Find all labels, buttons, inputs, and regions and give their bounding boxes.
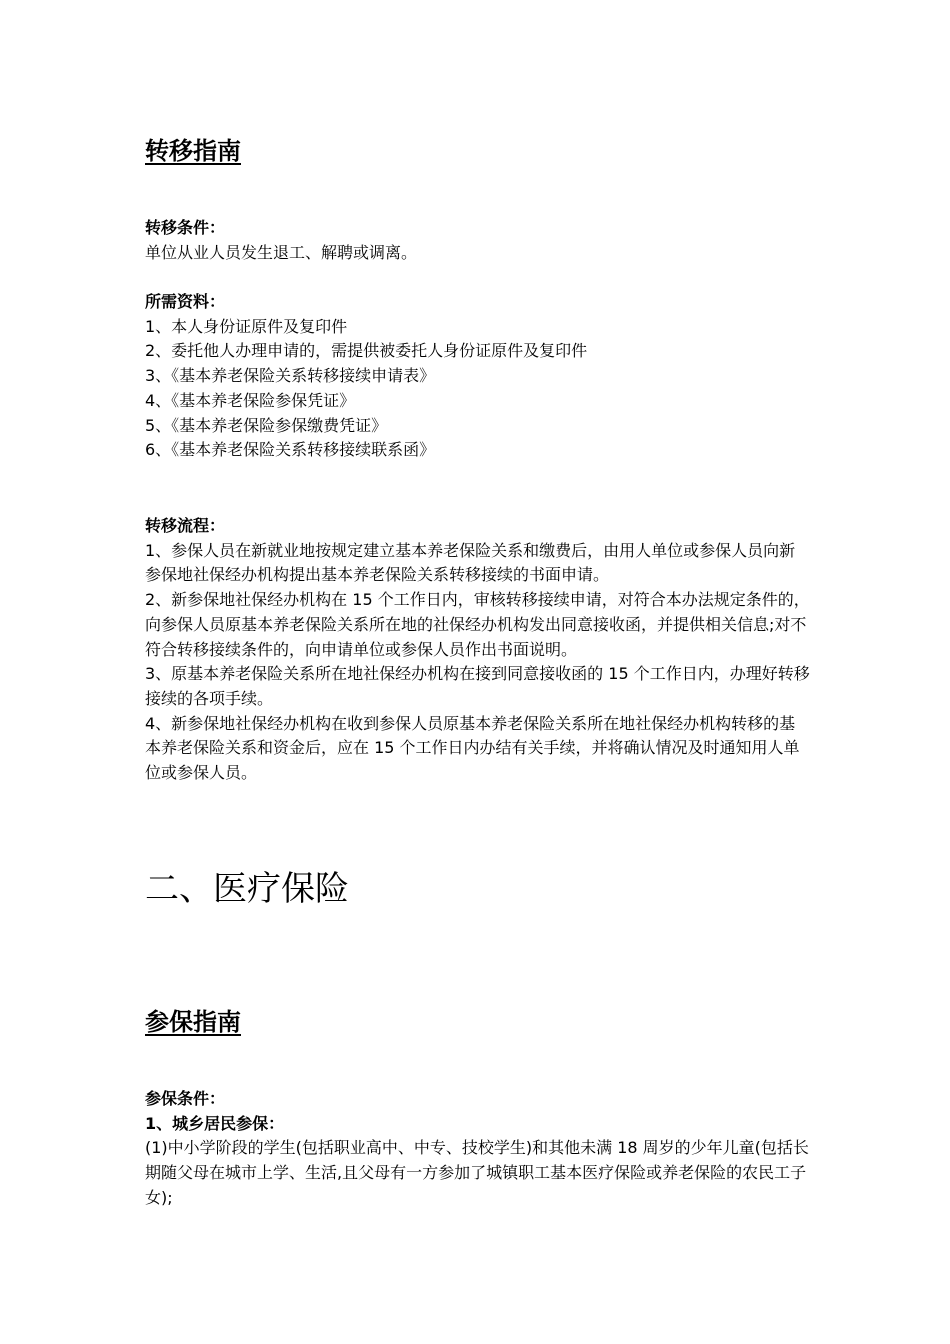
enroll-condition-item: (1)中小学阶段的学生(包括职业高中、中专、技校学生)和其他未满 18 周岁的少年儿童(包括长期随父母在城市上学、生活,且父母有一方参加了城镇职工基本医疗保险或养老保险的农民工子女); xyxy=(145,1138,809,1207)
transfer-process xyxy=(145,514,810,786)
material-item: 4、《基本养老保险参保凭证》 xyxy=(145,390,356,410)
transfer-conditions-text: 单位从业人员发生退工、解聘或调离。 xyxy=(145,242,418,262)
urban-rural-resident-label: 1、城乡居民参保： xyxy=(145,1113,285,1133)
material-item: 3、《基本养老保险关系转移接续申请表》 xyxy=(145,366,436,386)
transfer-guide-title: 转移指南 xyxy=(145,137,241,165)
material-item: 6、《基本养老保险关系转移接续联系函》 xyxy=(145,440,436,460)
process-step: 2、新参保地社保经办机构在 15 个工作日内，审核转移接续申请，对符合本办法规定条件的，向参保人员原基本养老保险关系所在地的社保经办机构发出同意接收函，并提供相关信息;对不符合转移接续条件的，向申请单位或参保人员作出书面说明。 xyxy=(145,590,810,659)
material-item: 2、委托他人办理申请的，需提供被委托人身份证原件及复印件 xyxy=(145,341,588,361)
transfer-conditions-label: 转移条件： xyxy=(145,218,226,237)
enroll-guide-title: 参保指南 xyxy=(145,1008,241,1036)
enroll-conditions xyxy=(145,1087,810,1211)
enroll-conditions-label: 参保条件： xyxy=(145,1089,226,1108)
required-materials-label: 所需资料： xyxy=(145,292,226,311)
material-item: 5、《基本养老保险参保缴费凭证》 xyxy=(145,415,388,435)
medical-insurance-heading: 二、医疗保险 xyxy=(145,869,349,909)
transfer-process-label: 转移流程： xyxy=(145,516,226,535)
process-step: 3、原基本养老保险关系所在地社保经办机构在接到同意接收函的 15 个工作日内，办理好转移接续的各项手续。 xyxy=(145,664,810,708)
process-step: 1、参保人员在新就业地按规定建立基本养老保险关系和缴费后，由用人单位或参保人员向新参保地社保经办机构提出基本养老保险关系转移接续的书面申请。 xyxy=(145,540,796,585)
required-materials xyxy=(145,290,810,463)
process-step: 4、新参保地社保经办机构在收到参保人员原基本养老保险关系所在地社保经办机构转移的基本养老保险关系和资金后，应在 15 个工作日内办结有关手续，并将确认情况及时通知用人单位或参保人员。 xyxy=(145,713,800,783)
material-item: 1、本人身份证原件及复印件 xyxy=(145,316,348,336)
transfer-conditions xyxy=(145,216,810,265)
